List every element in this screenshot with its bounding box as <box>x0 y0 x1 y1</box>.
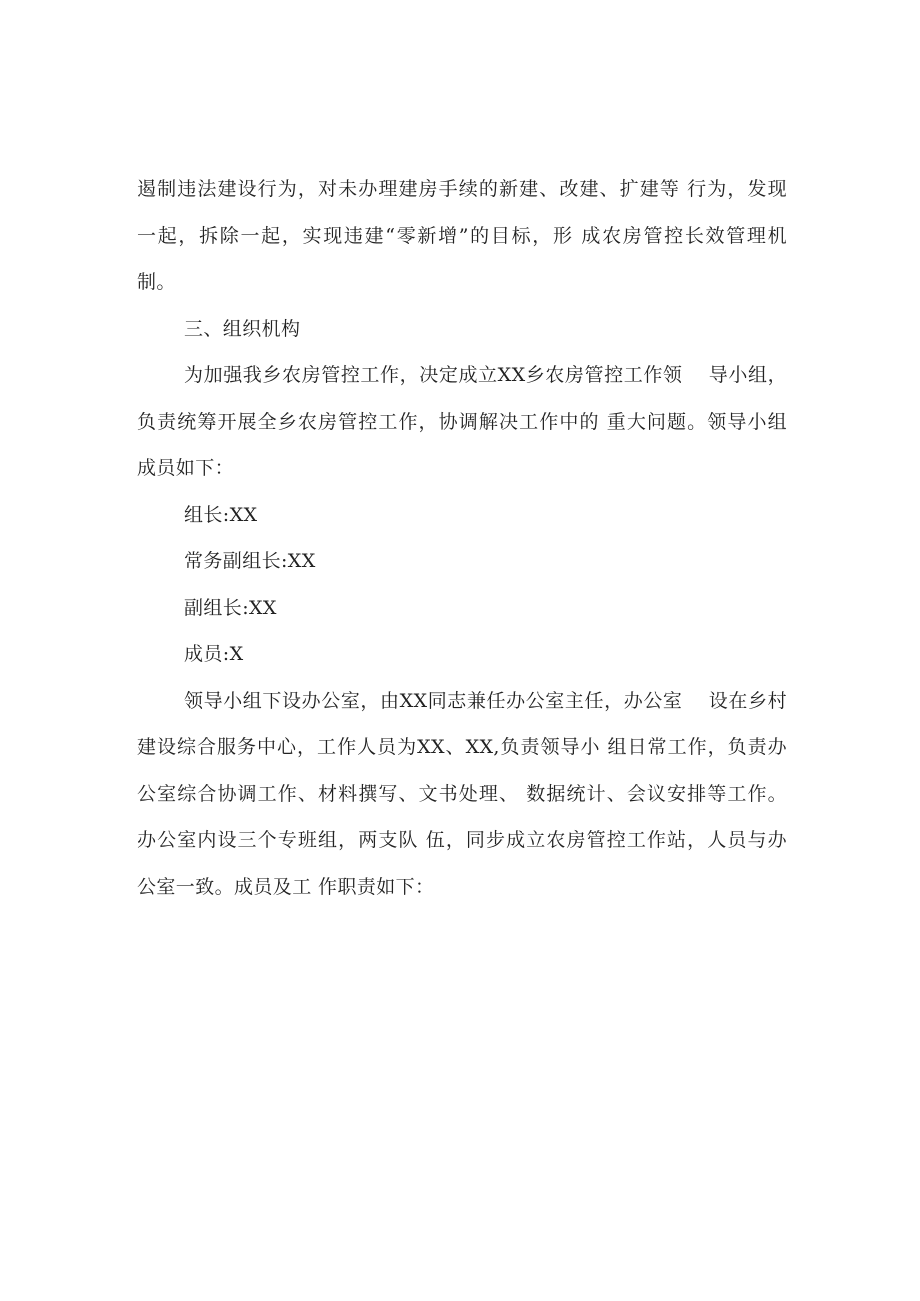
paragraph-regulation-goal <box>137 166 787 306</box>
text-line: 一起，拆除一起，实现违建“零新增”的目标，形 成农房管控长效管理机 <box>137 224 787 247</box>
document-body <box>137 166 787 910</box>
text-line: 办公室内设三个专班组，两支队 伍，同步成立农房管控工作站，人员与办 <box>137 829 787 851</box>
section-heading: 三、组织机构 <box>184 317 301 340</box>
text-line: 负责统筹开展全乡农房管控工作，协调解决工作中的 重大问题。领导小组 <box>137 410 787 433</box>
text-line: 遏制违法建设行为，对未办理建房手续的新建、改建、扩建等 行为，发现 <box>137 178 787 200</box>
text-line: 成员如下： <box>137 457 235 479</box>
text-line: 建设综合服务中心，工作人员为XX、XX,负责领导小 组日常工作，负责办 <box>137 736 787 758</box>
member-deputy: 副组长:XX <box>184 596 277 619</box>
member-leader: 组长:XX <box>184 503 258 526</box>
text-line: 领导小组下设办公室，由XX同志兼任办公室主任，办公室 设在乡村 <box>184 689 787 712</box>
member-executive-deputy: 常务副组长:XX <box>184 550 316 572</box>
text-line: 为加强我乡农房管控工作，决定成立XX乡农房管控工作领 导小组， <box>184 364 787 386</box>
text-line: 公室一致。成员及工 作职责如下： <box>137 875 435 898</box>
paragraph-office-setup <box>137 678 787 911</box>
paragraph-leadership-group <box>137 352 787 492</box>
text-line: 制。 <box>137 271 176 293</box>
text-line: 公室综合协调工作、材料撰写、文书处理、 数据统计、会议安排等工作。 <box>137 782 787 805</box>
member-list: 成员:X <box>184 643 244 665</box>
